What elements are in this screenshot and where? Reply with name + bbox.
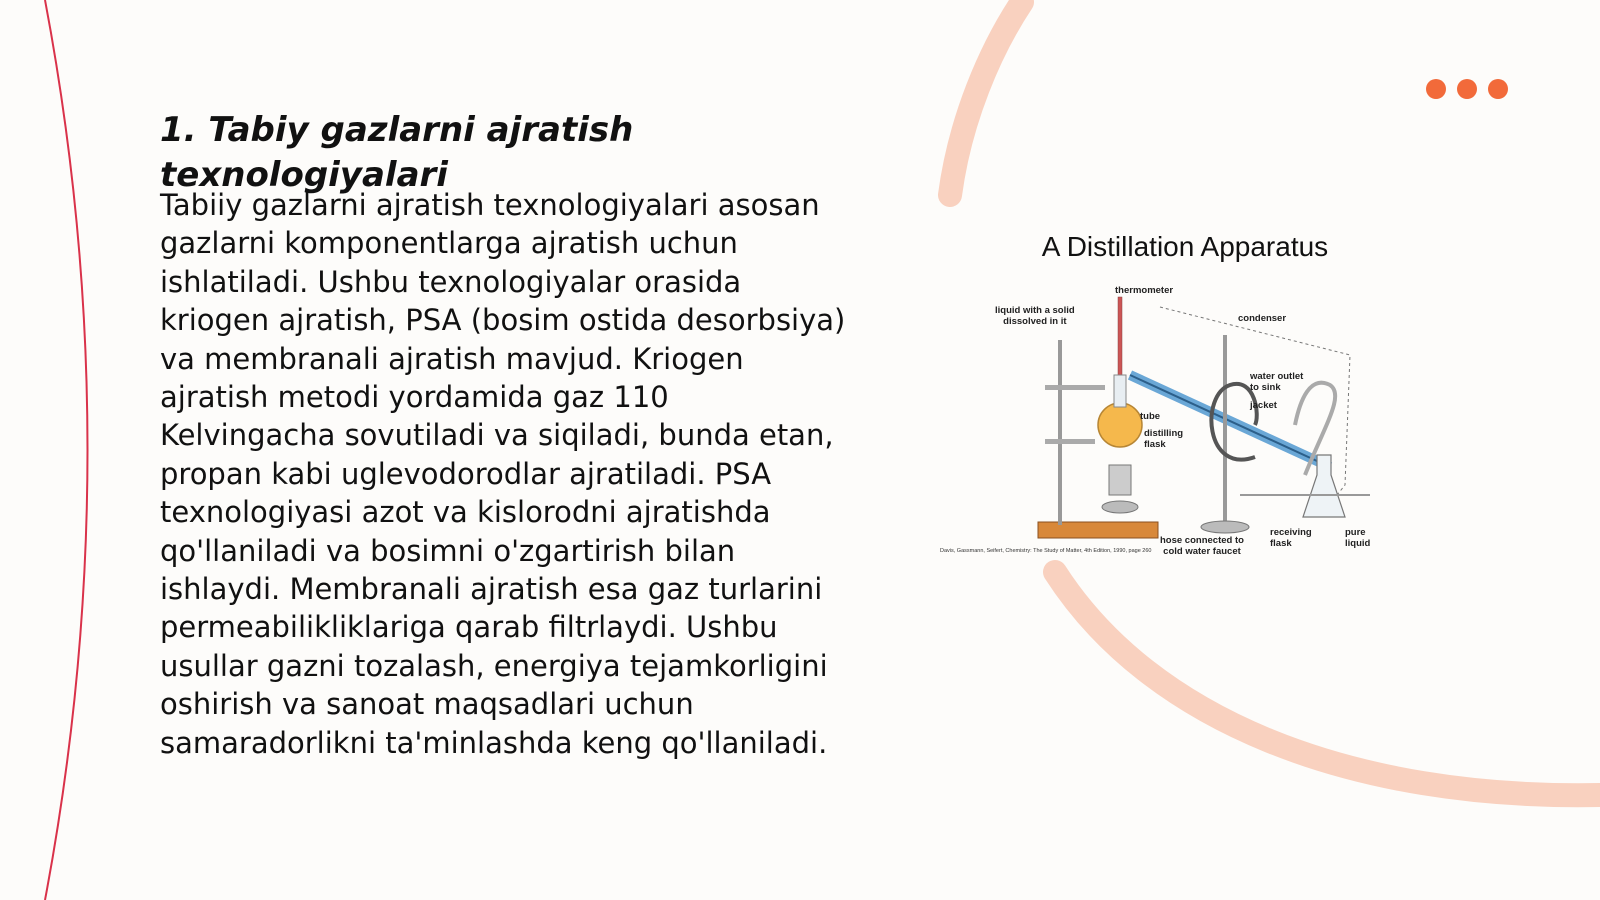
- label-receiving-flask: receiving flask: [1270, 527, 1312, 549]
- label-distilling-flask: distilling flask: [1144, 428, 1184, 450]
- figure-credit: Davis, Gassmann, Seifert, Chemistry: The Study of Matter, 4th Edition, 1990, page 260: [940, 548, 1152, 554]
- label-hose: hose connected to cold water faucet: [1160, 535, 1244, 557]
- decorative-arc: [950, 2, 1022, 195]
- decorative-arc-lower: [1055, 572, 1600, 795]
- figure-title: A Distillation Apparatus: [1041, 231, 1329, 262]
- dot-icon: [1426, 79, 1446, 99]
- distillation-figure: [940, 225, 1415, 570]
- slide-body-text: Tabiiy gazlarni ajratish texnologiyalari asosan gazlarni komponentlarga ajratish uchun ishlatiladi. Ushbu texnologiyalar orasida kriogen ajratish, PSA (bosim ostida desorbsiya) va membranali ajratish mavjud. Kriogen ajratish metodi yordamida gaz 110 Kelvingacha sovutiladi va siqiladi, bunda etan, propan kabi uglevodorodlar ajratiladi. PSA texnologiyasi azot va kislorodni ajratishda qo'llaniladi va bosimni o'zgartirish bilan ishlaydi. Membranali ajratish esa gaz turlarini permeabilikliklariga qarab filtrlaydi. Ushbu usullar gazni tozalash, energiya tejamkorligini oshirish va sanoat maqsadlari uchun samaradorlikni ta'minlashda keng qo'llaniladi.: [160, 188, 846, 760]
- dot-icon: [1457, 79, 1477, 99]
- left-edge-line: [45, 0, 88, 900]
- label-jacket: jacket: [1250, 400, 1277, 411]
- label-pure-liquid: pure liquid: [1345, 527, 1371, 549]
- label-thermometer: thermometer: [1115, 285, 1174, 296]
- label-condenser: condenser: [1238, 313, 1287, 324]
- dot-icon: [1488, 79, 1508, 99]
- slide-title: 1. Tabiy gazlarni ajratish texnologiyalari: [160, 110, 634, 195]
- distillation-apparatus-illustration: [955, 225, 1415, 570]
- dots-menu-icon: [1426, 79, 1508, 99]
- label-water-outlet: water outlet to sink: [1250, 371, 1304, 393]
- label-liquid: liquid with a solid dissolved in it: [995, 305, 1075, 327]
- label-tube: tube: [1140, 411, 1161, 422]
